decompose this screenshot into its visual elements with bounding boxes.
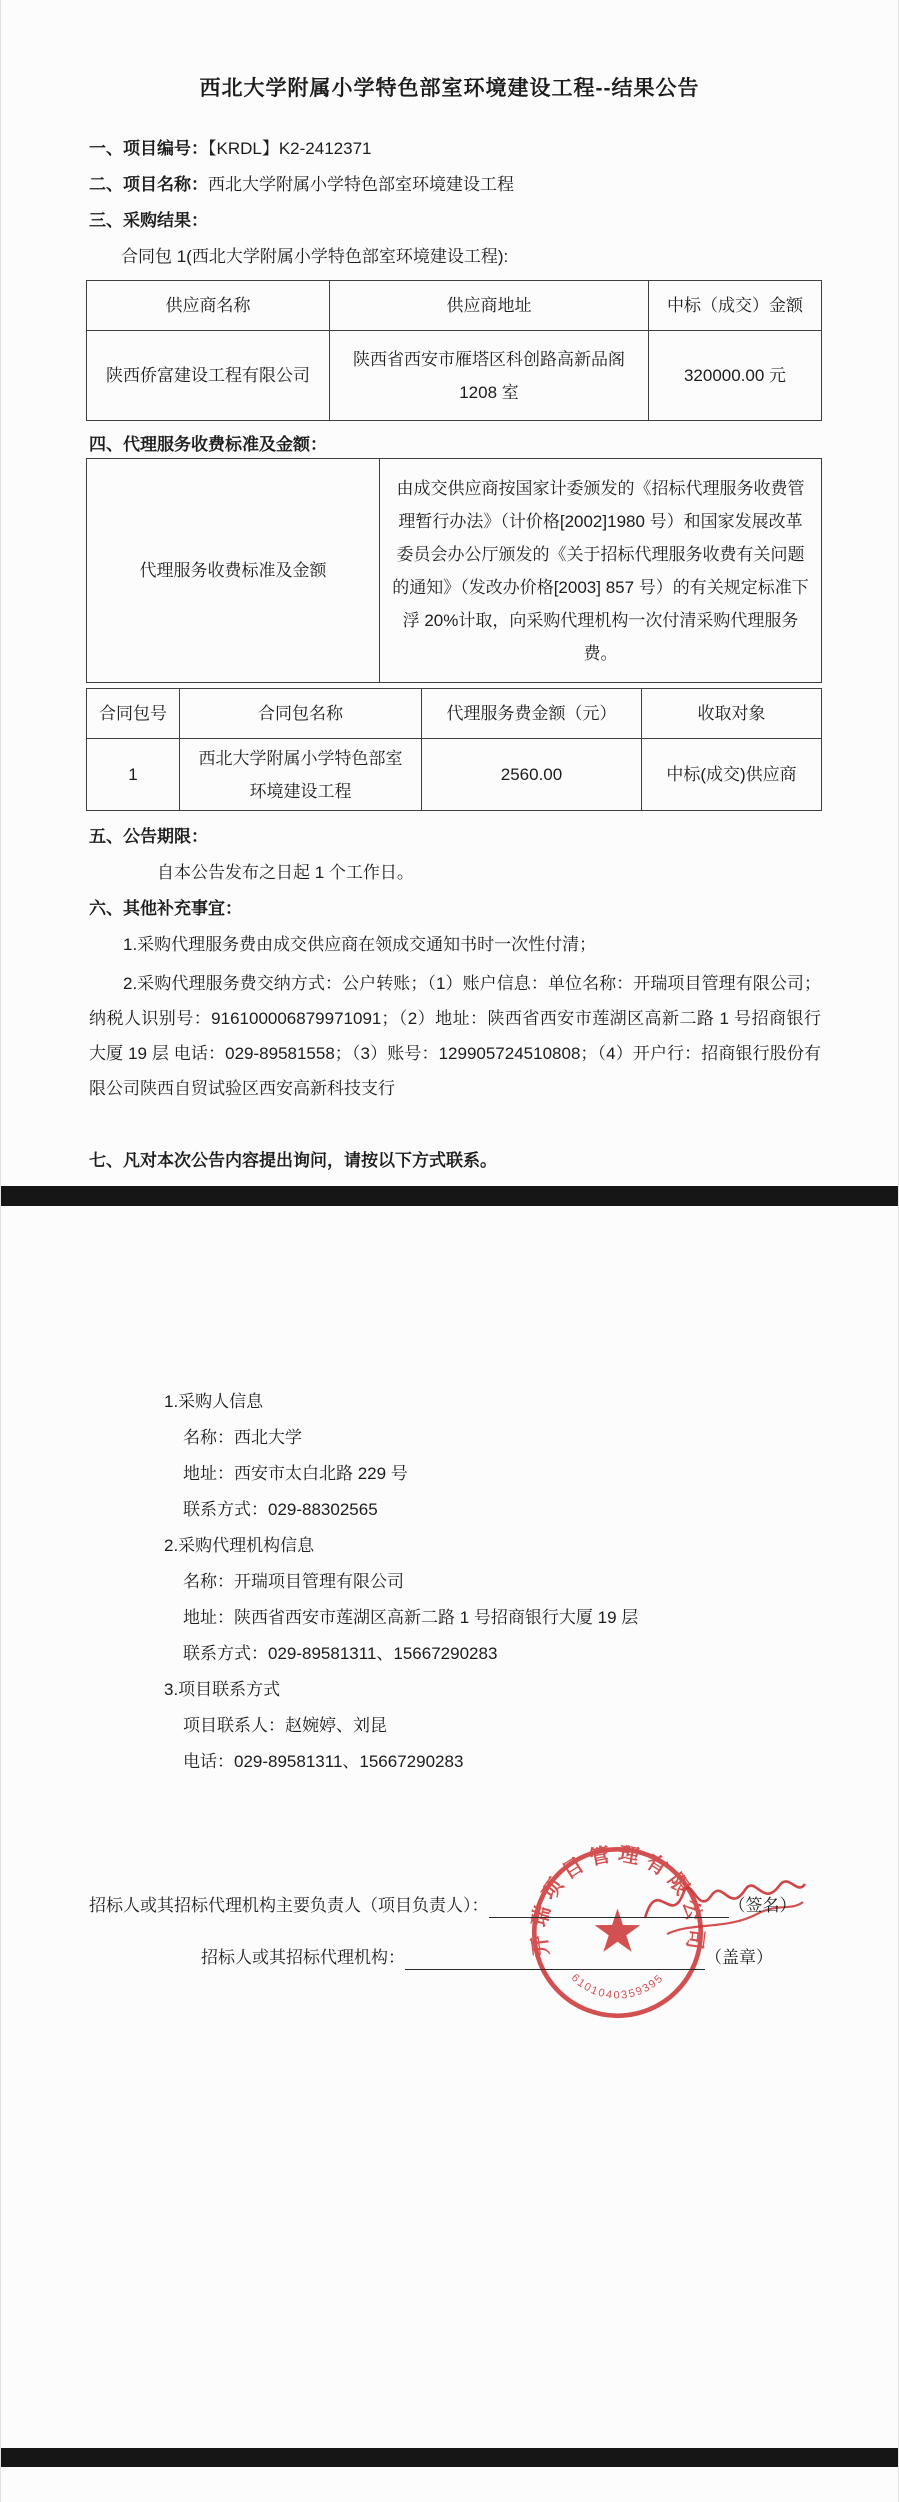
supplier-table-header-row [87,281,822,331]
package-table-row [87,739,822,811]
procurement-result-label: 三、采购结果： [89,211,208,230]
section-project-name [89,172,514,198]
other-matters-item1: 1.采购代理服务费由成交供应商在领成交通知书时一次性付清； [123,935,597,954]
project-contact-person: 项目联系人：赵婉婷、刘昆 [183,1716,387,1735]
project-name-label: 二、项目名称： [89,175,208,194]
package-name-cell: 西北大学附属小学特色部室环境建设工程 [180,739,422,811]
signature-line-2-blank [405,1951,705,1970]
section-procurement-result [89,208,208,234]
fee-standard-label-cell: 代理服务收费标准及金额 [87,459,380,683]
page-break-bar-top [1,1186,899,1206]
page-break-bar-bottom [1,2448,899,2467]
contract-package-line: 合同包 1(西北大学附属小学特色部室环境建设工程): [121,247,509,266]
other-matters-label: 六、其他补充事宜： [89,899,242,918]
signature-line-1-blank [489,1899,729,1918]
supplier-name-cell: 陕西侨富建设工程有限公司 [87,331,330,421]
package-name-header: 合同包名称 [180,689,422,739]
fee-standard-table [86,458,822,683]
announcement-period-value: 自本公告发布之日起 1 个工作日。 [157,863,414,882]
purchaser-address: 地址：西安市太白北路 229 号 [183,1464,408,1483]
signature-line-1 [89,1894,797,1918]
purchaser-info-heading: 1.采购人信息 [164,1392,264,1411]
page-title: 西北大学附属小学特色部室环境建设工程--结果公告 [199,77,700,100]
project-name-value: 西北大学附属小学特色部室环境建设工程 [208,175,514,194]
package-table-header-row [87,689,822,739]
fee-amount-cell: 2560.00 [422,739,642,811]
project-contact-phone: 电话：029-89581311、15667290283 [183,1752,464,1771]
supplier-address-header: 供应商地址 [330,281,649,331]
supplier-result-table [86,280,822,421]
supplier-table-row [87,331,822,421]
fee-standard-row [87,459,822,683]
signature-line-1-suffix: （签名） [728,1896,797,1915]
other-matters-item2: 2.采购代理服务费交纳方式：公户转账；（1）账户信息：单位名称：开瑞项目管理有限公司；纳税人识别号：916100006879971091；（2）地址：陕西省西安市莲湖区高新二路 1 号招商银行大厦 19 层 电话：029-89581558；（3）账号：129905724510808；（4）开户行：招商银行股份有限公司陕西自贸试验区西安高新科技支行 [89,974,821,1098]
purchaser-name: 名称：西北大学 [183,1428,302,1447]
package-no-header: 合同包号 [87,689,180,739]
section-project-number [89,136,371,162]
award-amount-cell: 320000.00 元 [649,331,822,421]
award-amount-header: 中标（成交）金额 [649,281,822,331]
project-contact-heading: 3.项目联系方式 [164,1680,281,1699]
agency-address: 地址：陕西省西安市莲湖区高新二路 1 号招商银行大厦 19 层 [183,1608,639,1627]
charged-party-cell: 中标(成交)供应商 [642,739,822,811]
package-fee-table [86,688,822,811]
agency-fee-label: 四、代理服务收费标准及金额： [89,435,327,454]
signature-line-2-label: 招标人或其招标代理机构： [201,1948,405,1967]
contacts-block [164,1384,638,1780]
agency-info-heading: 2.采购代理机构信息 [164,1536,315,1555]
fee-standard-text-cell: 由成交供应商按国家计委颁发的《招标代理服务收费管理暂行办法》（计价格[2002]1980 号）和国家发展改革委员会办公厅颁发的《关于招标代理服务收费有关问题的通知》（发改办价格[2003] 857 号）的有关规定标准下浮 20%计取，向采购代理机构一次付清采购代理服务费。 [380,459,822,683]
package-no-cell: 1 [87,739,180,811]
section-agency-fee [89,432,327,458]
agency-contact: 联系方式：029-89581311、15667290283 [183,1644,498,1663]
announcement-period-label: 五、公告期限： [89,827,208,846]
inquiry-label: 七、凡对本次公告内容提出询问，请按以下方式联系。 [89,1151,497,1170]
fee-amount-header: 代理服务费金额（元） [422,689,642,739]
project-number-label: 一、项目编号： [89,139,208,158]
section-inquiry [89,1148,497,1174]
agency-name: 名称：开瑞项目管理有限公司 [183,1572,404,1591]
charged-party-header: 收取对象 [642,689,822,739]
signature-line-2-suffix: （盖章） [705,1948,773,1967]
seal-company-text: 开瑞项目管理有限公司 [528,1843,707,1957]
section-announcement-period [89,824,208,850]
section-other-matters [89,896,242,922]
project-number-value: 【KRDL】K2-2412371 [208,139,372,158]
signature-line-2 [201,1946,773,1970]
seal-number-text: 6101040359395 [568,1971,667,2002]
supplier-address-cell: 陕西省西安市雁塔区科创路高新品阁 1208 室 [330,331,649,421]
supplier-name-header: 供应商名称 [87,281,330,331]
purchaser-contact: 联系方式：029-88302565 [183,1500,378,1519]
signature-line-1-label: 招标人或其招标代理机构主要负责人（项目负责人）： [89,1896,489,1915]
